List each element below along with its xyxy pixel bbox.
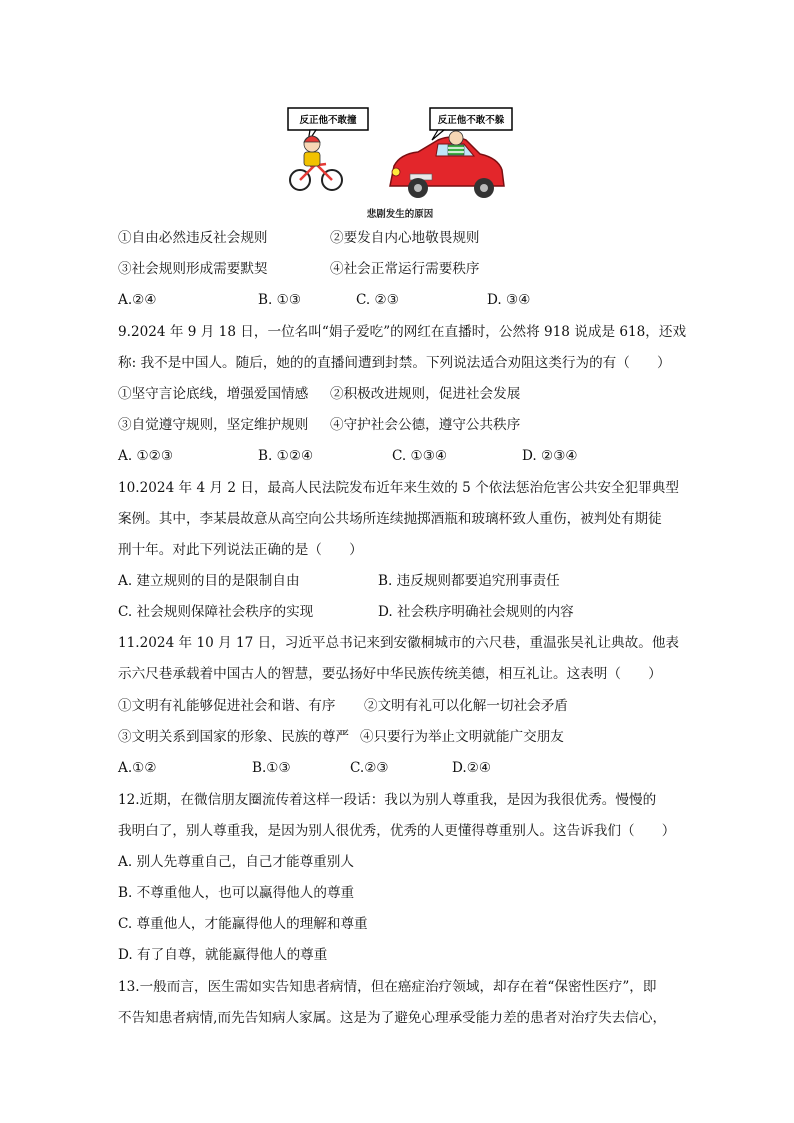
left-bubble-text: 反正他不敢撞 (299, 115, 357, 126)
q12-stem-line-1: 12.近期，在微信朋友圈流传着这样一段话：我以为别人尊重我，是因为我很优秀。慢慢的 (118, 792, 657, 808)
q10-option-a: A. 建立规则的目的是限制自由 (118, 573, 300, 589)
q10-option-c: C. 社会规则保障社会秩序的实现 (118, 604, 314, 620)
q9-option-d: D. ②③④ (522, 448, 578, 464)
q11-option-d: D.②④ (452, 760, 492, 776)
q10-stem-line-2: 案例。其中，李某晨故意从高空向公共场所连续抛掷酒瓶和玻璃杯致人重伤，被判处有期徒 (118, 511, 662, 527)
q12-option-a: A. 别人先尊重自己，自己才能尊重别人 (118, 854, 354, 870)
cartoon-illustration (280, 100, 520, 220)
q9-stem-line-2: 称: 我不是中国人。随后，她的的直播间遭到封禁。下列说法适合劝阻这类行为的有（ ） (118, 355, 671, 371)
q12-option-b: B. 不尊重他人，也可以赢得他人的尊重 (118, 885, 355, 901)
q13-stem-line-2: 不告知患者病情,而先告知病人家属。这是为了避免心理承受能力差的患者对治疗失去信心， (118, 1010, 667, 1026)
q10-option-b: B. 违反规则都要追究刑事责任 (378, 573, 560, 589)
q10-stem-line-3: 刑十年。对此下列说法正确的是（ ） (118, 542, 363, 558)
q8-statement-2: ②要发自内心地敬畏规则 (330, 230, 480, 246)
figure-caption: 悲剧发生的原因 (366, 209, 434, 220)
q12-option-d: D. 有了自尊，就能赢得他人的尊重 (118, 947, 328, 963)
q9-statement-1: ①坚守言论底线，增强爱国情感 (118, 386, 309, 402)
q11-stem-line-2: 示六尺巷承载着中国古人的智慧，要弘扬好中华民族传统美德，相互礼让。这表明（ ） (118, 666, 662, 682)
q11-stem-line-1: 11.2024 年 10 月 17 日，习近平总书记来到安徽桐城市的六尺巷，重温张吴礼让典故。他表 (118, 635, 680, 651)
q13-stem-line-1: 13.一般而言，医生需如实告知患者病情，但在癌症治疗领域，却存在着“保密性医疗”，即 (118, 979, 657, 995)
q9-stem-line-1: 9.2024 年 9 月 18 日，一位名叫“娟子爱吃”的网红在直播时，公然将 918 说成是 618，还戏 (118, 324, 687, 340)
q11-option-c: C.②③ (350, 760, 389, 776)
q12-option-c: C. 尊重他人，才能赢得他人的理解和尊重 (118, 916, 368, 932)
q8-statement-4: ④社会正常运行需要秩序 (330, 261, 480, 277)
illustration (280, 100, 520, 220)
q9-statement-2: ②积极改进规则，促进社会发展 (330, 386, 521, 402)
q8-option-d: D. ③④ (487, 292, 531, 308)
q11-option-a: A.①② (118, 760, 157, 776)
q8-option-b: B. ①③ (258, 292, 302, 308)
q10-stem-line-1: 10.2024 年 4 月 2 日，最高人民法院发布近年来生效的 5 个依法惩治危害公共安全犯罪典型 (118, 480, 679, 496)
red-car-figure (390, 131, 504, 198)
q11-statement-4: ④只要行为举止文明就能广交朋友 (360, 729, 564, 745)
right-bubble-text: 反正他不敢不躲 (437, 115, 505, 126)
q8-option-c: C. ②③ (356, 292, 399, 308)
q11-statement-2: ②文明有礼可以化解一切社会矛盾 (364, 698, 568, 714)
q12-stem-line-2: 我明白了，别人尊重我，是因为别人很优秀，优秀的人更懂得尊重别人。这告诉我们（ ） (118, 823, 676, 839)
q11-statement-3: ③文明关系到国家的形象、民族的尊严 (118, 729, 350, 745)
q9-option-b: B. ①②④ (258, 448, 314, 464)
cyclist-figure (290, 136, 342, 190)
q8-statement-3: ③社会规则形成需要默契 (118, 261, 268, 277)
q9-option-c: C. ①③④ (392, 448, 448, 464)
q11-option-b: B.①③ (252, 760, 291, 776)
q8-option-a: A.②④ (118, 292, 157, 308)
q9-statement-4: ④守护社会公德，遵守公共秩序 (330, 417, 521, 433)
q9-statement-3: ③自觉遵守规则，坚定维护规则 (118, 417, 309, 433)
q9-option-a: A. ①②③ (118, 448, 174, 464)
q10-option-d: D. 社会秩序明确社会规则的内容 (378, 604, 574, 620)
q11-statement-1: ①文明有礼能够促进社会和谐、有序 (118, 698, 336, 714)
q8-statement-1: ①自由必然违反社会规则 (118, 230, 268, 246)
